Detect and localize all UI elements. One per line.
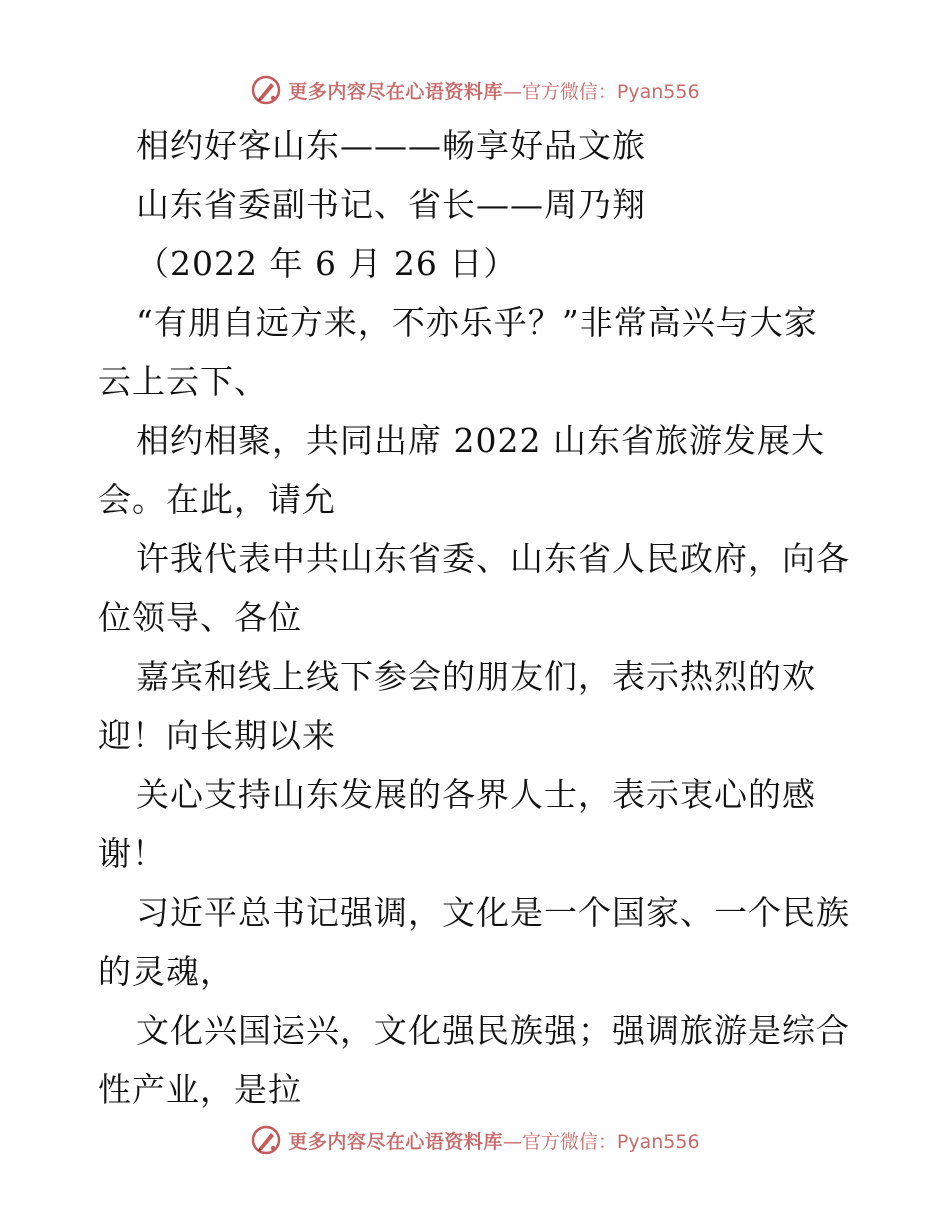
doc-line: 云上云下、 [98, 362, 268, 401]
doc-line: 相约相聚，共同出席 2022 山东省旅游发展大 [136, 421, 825, 460]
doc-line: 许我代表中共山东省委、山东省人民政府，向各 [136, 539, 850, 578]
watermark-main-text: 更多内容尽在心语资料库 [288, 1130, 503, 1153]
doc-line-date: （2022 年 6 月 26 日） [136, 244, 518, 283]
doc-line: 关心支持山东发展的各界人士，表示衷心的感 [136, 775, 816, 814]
pen-logo-icon [250, 1124, 282, 1156]
doc-line-author: 山东省委副书记、省长——周乃翔 [136, 185, 646, 224]
doc-line: 的灵魂， [98, 952, 234, 991]
doc-line: 位领导、各位 [98, 598, 302, 637]
doc-line: 谢！ [98, 834, 166, 873]
doc-line: 迎！向长期以来 [98, 716, 336, 755]
doc-line: 性产业，是拉 [98, 1070, 302, 1109]
pen-logo-icon [250, 74, 282, 106]
doc-line: 嘉宾和线上线下参会的朋友们，表示热烈的欢 [136, 657, 816, 696]
doc-line-title: 相约好客山东———畅享好品文旅 [136, 126, 646, 165]
watermark-sub-text: —官方微信：Pyan556 [502, 1130, 700, 1153]
doc-line: 习近平总书记强调，文化是一个国家、一个民族 [136, 893, 850, 932]
header-watermark [0, 70, 950, 110]
document-body [98, 116, 858, 1119]
doc-line: 文化兴国运兴，文化强民族强；强调旅游是综合 [136, 1011, 850, 1050]
footer-watermark [0, 1120, 950, 1160]
watermark-main-text: 更多内容尽在心语资料库 [288, 80, 503, 103]
watermark-sub-text: —官方微信：Pyan556 [502, 80, 700, 103]
doc-line: “有朋自远方来，不亦乐乎？”非常高兴与大家 [136, 303, 818, 342]
doc-line: 会。在此，请允 [98, 480, 336, 519]
